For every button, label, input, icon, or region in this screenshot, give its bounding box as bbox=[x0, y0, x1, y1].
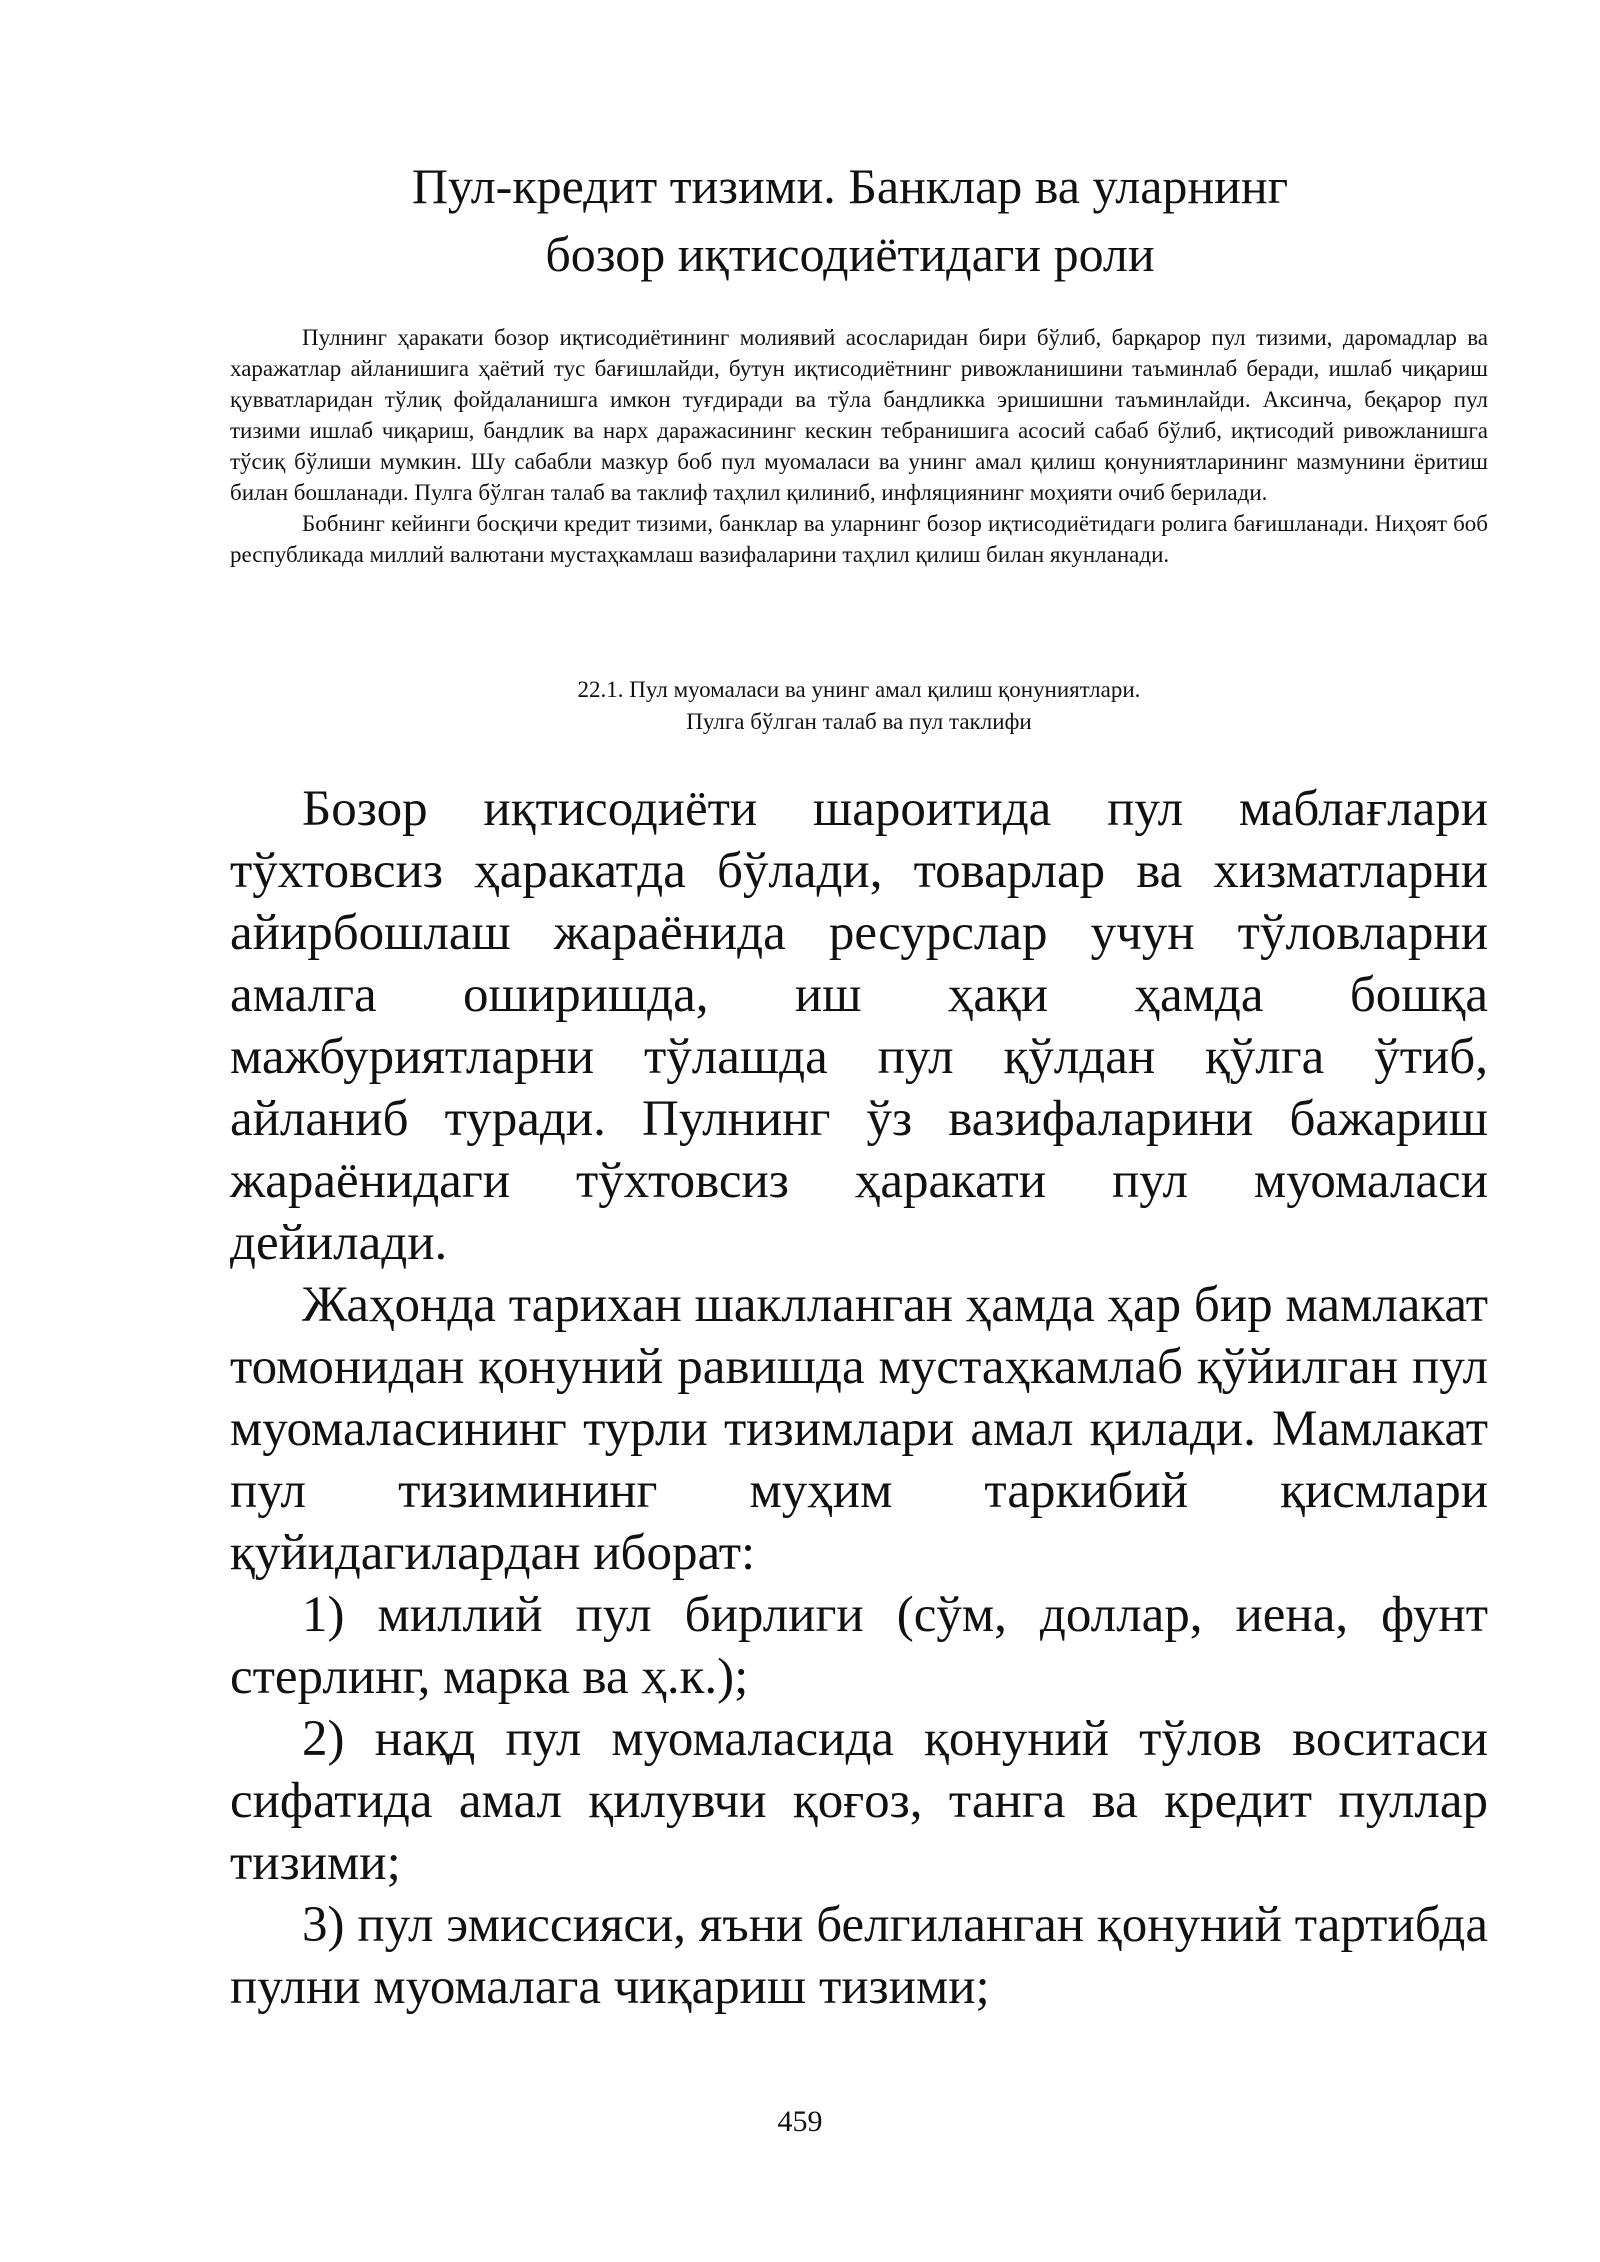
body-text bbox=[230, 778, 1488, 2018]
body-paragraph: Бозор иқтисодиёти шароитида пул маблағлари тўхтовсиз ҳаракатда бўлади, товарлар ва хизматларни айирбошлаш жараёнида ресурслар учун тўловларни амалга оширишда, иш ҳақи ҳамда бошқа мажбуриятларни тўлашда пул қўлдан қўлга ўтиб, айланиб туради. Пулнинг ўз вазифаларини бажариш жараёнидаги тўхтовсиз ҳаракати пул муомаласи дейилади. bbox=[230, 781, 1488, 1271]
section-title-line-2: Пулга бўлган талаб ва пул таклифи bbox=[686, 709, 1032, 734]
chapter-title-line-1: Пул-кредит тизими. Банклар ва уларнинг bbox=[411, 158, 1289, 214]
chapter-title-line-2: бозор иқтисодиётидаги роли bbox=[545, 226, 1155, 282]
intro-paragraph: Бобнинг кейинги босқичи кредит тизими, банклар ва уларнинг бозор иқтисодиётидаги ролига бағишланади. Ниҳоят боб республикада миллий валютани мустаҳкамлаш вазифаларини таҳлил қилиш билан якунланади. bbox=[230, 511, 1488, 567]
intro-paragraph: Пулнинг ҳаракати бозор иқтисодиётининг молиявий асосларидан бири бўлиб, барқарор пул тизими, даромадлар ва харажатлар айланишига ҳаётий тус бағишлайди, бутун иқтисодиётнинг ривожланишини таъминлаб беради, ишлаб чиқариш қувватларидан тўлиқ фойдаланишга имкон туғдиради ва тўла бандликка эришишни таъминлайди. Аксинча, беқарор пул тизими ишлаб чиқариш, бандлик ва нарх даражасининг кескин тебранишига асосий сабаб бўлиб, иқтисодий ривожланишга тўсиқ бўлиши мумкин. Шу сабабли мазкур боб пул муомаласи ва унинг амал қилиш қонуниятларининг мазмунини ёритиш билан бошланади. Пулга бўлган талаб ва таклиф таҳлил қилиниб, инфляциянинг моҳияти очиб берилади. bbox=[230, 325, 1488, 505]
section-title-line-1: 22.1. Пул муомаласи ва унинг амал қилиш қонуниятлари. bbox=[577, 677, 1141, 702]
page-number: 459 bbox=[777, 2105, 823, 2138]
chapter-intro bbox=[230, 322, 1488, 570]
body-paragraph: 3) пул эмиссияси, яъни белгиланган қонуний тартибда пулни муомалага чиқариш тизими; bbox=[230, 1897, 1488, 2015]
chapter-title bbox=[230, 152, 1470, 288]
body-paragraph: 2) нақд пул муомаласида қонуний тўлов воситаси сифатида амал қилувчи қоғоз, танга ва кредит пуллар тизими; bbox=[230, 1711, 1488, 1891]
section-title bbox=[230, 674, 1488, 738]
body-paragraph: Жаҳонда тарихан шаклланган ҳамда ҳар бир мамлакат томонидан қонуний равишда мустаҳкамлаб қўйилган пул муомаласининг турли тизимлари амал қилади. Мамлакат пул тизимининг муҳим таркибий қисмлари қуйидагилардан иборат: bbox=[230, 1277, 1488, 1581]
body-paragraph: 1) миллий пул бирлиги (сўм, доллар, иена, фунт стерлинг, марка ва ҳ.к.); bbox=[230, 1587, 1488, 1705]
